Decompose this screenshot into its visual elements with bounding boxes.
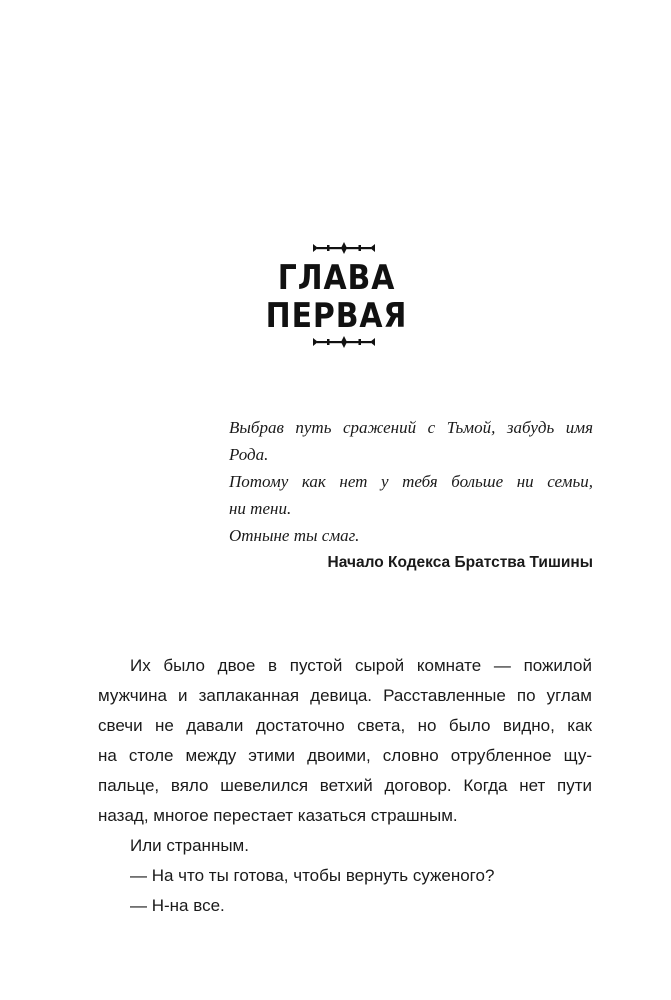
chapter-title-line-1: ГЛАВА bbox=[277, 258, 396, 298]
chapter-body bbox=[98, 651, 592, 921]
dialogue-line: — На что ты готова, чтобы вернуть суженого? bbox=[130, 866, 495, 885]
epigraph-line-4: ни тени. bbox=[229, 499, 292, 518]
epigraph-line-2: Рода. bbox=[229, 445, 269, 464]
epigraph-line-1: Выбрав путь сражений с Тьмой, забудь имя bbox=[229, 418, 593, 437]
epigraph-line-3: Потому как нет у тебя больше ни семьи, bbox=[229, 472, 593, 491]
body-line: назад, многое перестает казаться страшным. bbox=[98, 806, 458, 825]
body-line: пальце, вяло шевелился ветхий договор. Когда нет пути bbox=[98, 776, 592, 795]
chapter-ornament-top-icon bbox=[313, 241, 375, 255]
epigraph-source: Начало Кодекса Братства Тишины bbox=[327, 554, 593, 571]
body-line: на столе между этими двоими, словно отрубленное щу- bbox=[98, 746, 592, 765]
chapter-ornament-bottom-icon bbox=[313, 335, 375, 349]
body-line: свечи не давали достаточно света, но было видно, как bbox=[98, 716, 592, 735]
body-paragraph: Или странным. bbox=[130, 836, 249, 855]
chapter-title-line-2: ПЕРВАЯ bbox=[265, 296, 408, 336]
epigraph bbox=[229, 414, 593, 576]
body-line: Их было двое в пустой сырой комнате — пожилой bbox=[130, 656, 592, 675]
dialogue-line: — Н-на все. bbox=[130, 896, 225, 915]
epigraph-line-5: Отныне ты смаг. bbox=[229, 526, 360, 545]
body-line: мужчина и заплаканная девица. Расставленные по углам bbox=[98, 686, 592, 705]
